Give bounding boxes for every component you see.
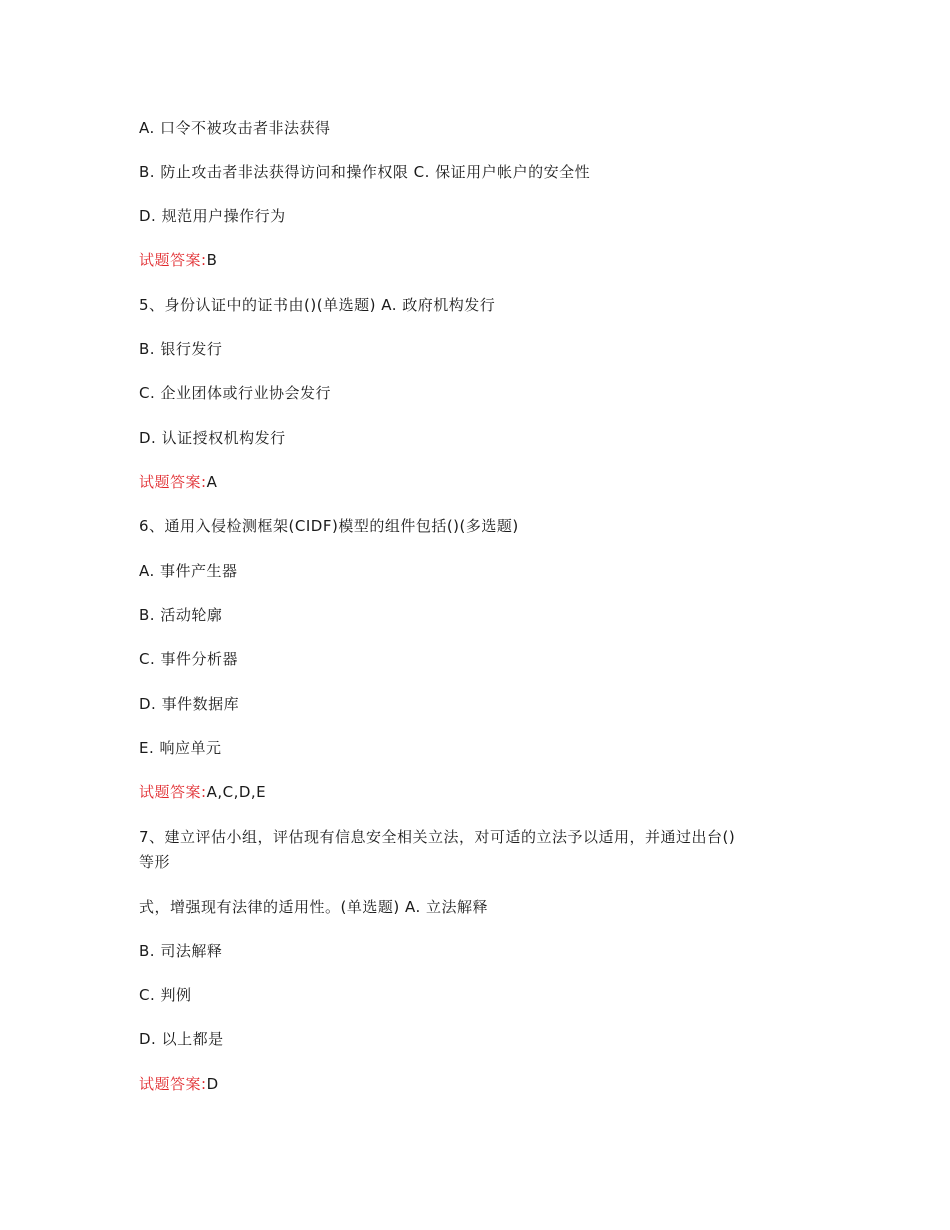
option-line: D. 规范用户操作行为	[139, 207, 286, 225]
answer-label: 试题答案:	[139, 783, 207, 801]
answer-value: A,C,D,E	[206, 783, 267, 801]
answer-line	[139, 1074, 219, 1094]
answer-label: 试题答案:	[139, 1075, 207, 1093]
answer-line	[139, 472, 217, 492]
option-line: D. 以上都是	[139, 1030, 224, 1048]
question-line-continued: 等形	[139, 853, 171, 871]
option-line: B. 防止攻击者非法获得访问和操作权限 C. 保证用户帐户的安全性	[139, 163, 591, 181]
answer-value: A	[206, 473, 218, 491]
option-line: C. 事件分析器	[139, 650, 239, 668]
option-line: C. 企业团体或行业协会发行	[139, 384, 332, 402]
option-line: D. 事件数据库	[139, 695, 240, 713]
option-line: B. 司法解释	[139, 942, 223, 960]
question-line: 5、身份认证中的证书由()(单选题) A. 政府机构发行	[139, 296, 496, 314]
option-line: D. 认证授权机构发行	[139, 429, 286, 447]
answer-line	[139, 782, 266, 802]
option-line: E. 响应单元	[139, 739, 222, 757]
answer-label: 试题答案:	[139, 251, 207, 269]
option-line: A. 事件产生器	[139, 562, 238, 580]
answer-label: 试题答案:	[139, 473, 207, 491]
option-line: B. 银行发行	[139, 340, 223, 358]
option-line: B. 活动轮廓	[139, 606, 223, 624]
answer-value: B	[206, 251, 218, 269]
answer-line	[139, 250, 217, 270]
question-line: 6、通用入侵检测框架(CIDF)模型的组件包括()(多选题)	[139, 517, 519, 535]
answer-value: D	[206, 1075, 219, 1093]
option-line: C. 判例	[139, 986, 192, 1004]
option-line: A. 口令不被攻击者非法获得	[139, 119, 331, 137]
question-line: 7、建立评估小组，评估现有信息安全相关立法，对可适的立法予以适用，并通过出台()	[139, 828, 736, 846]
question-line-continued: 式，增强现有法律的适用性。(单选题) A. 立法解释	[139, 898, 489, 916]
